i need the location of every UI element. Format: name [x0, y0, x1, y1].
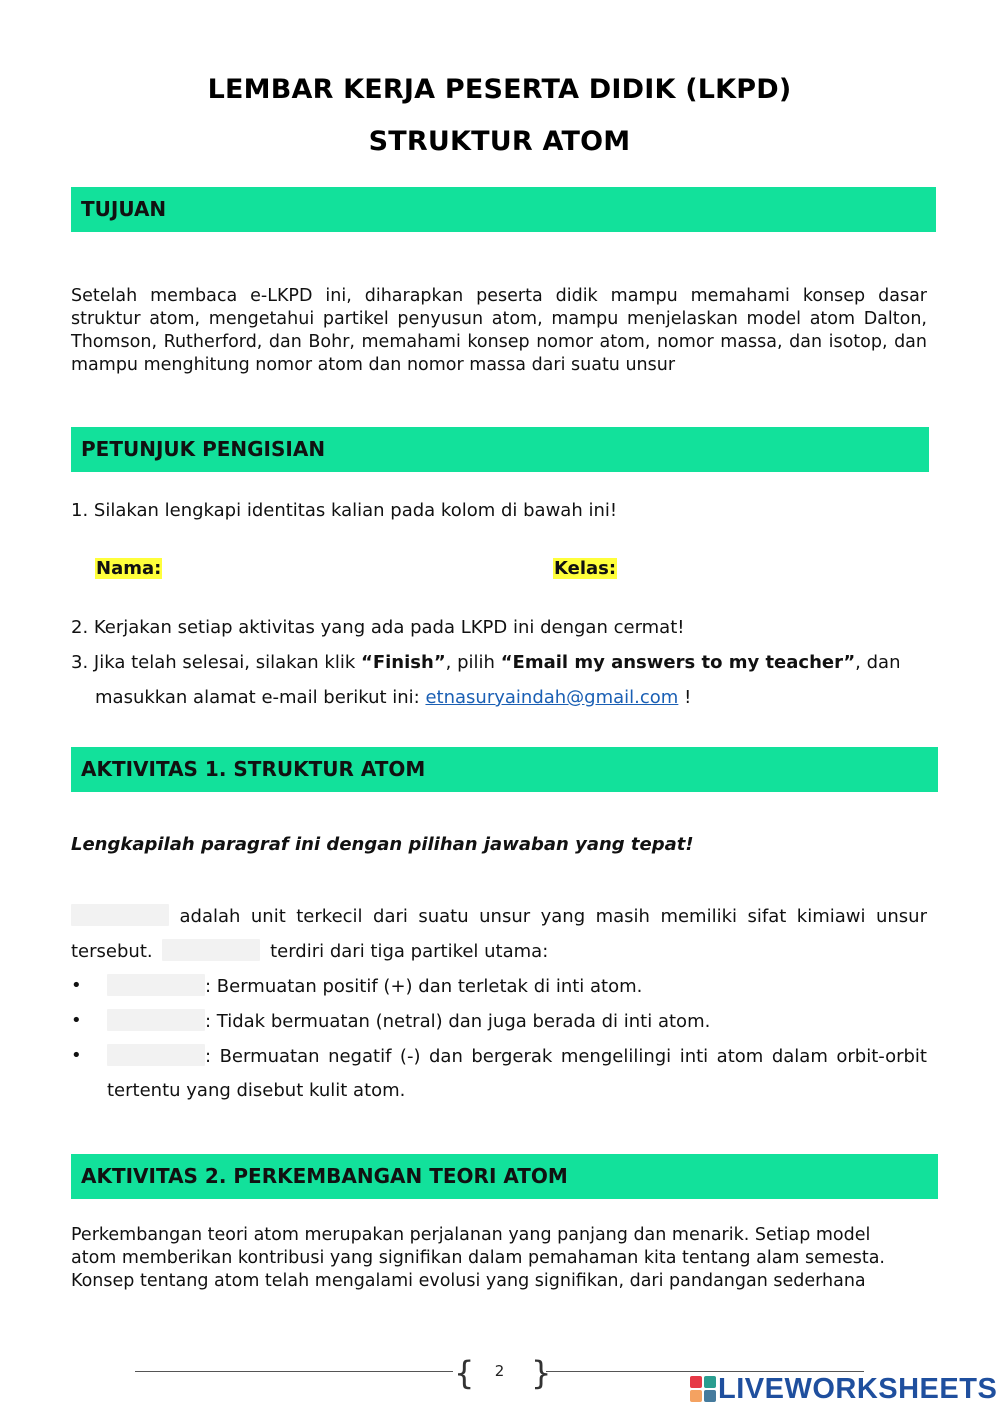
particle-item-neutron [107, 1009, 710, 1032]
bullet-dot: • [71, 1045, 82, 1066]
footer-bracket-left: { [454, 1354, 475, 1392]
bullet-dot: • [71, 1010, 82, 1031]
sentence2-text: terdiri dari tiga partikel utama: [270, 941, 549, 962]
tujuan-text: Setelah membaca e-LKPD ini, diharapkan peserta didik mampu memahami konsep dasar struktur atom, mengetahui partikel penyusun atom, mampu menjelaskan model atom Dalton, Thomson, Rutherford, dan Bohr, memahami konsep nomor atom, nomor massa, dan isotop, dan mampu menghitung nomor atom dan nomor massa dari suatu unsur [71, 286, 927, 375]
particle-item-proton [107, 974, 642, 997]
liveworksheets-logo-icon [690, 1376, 716, 1402]
answer-blank-1[interactable] [71, 904, 169, 926]
particle-item-electron [107, 1044, 927, 1067]
section-header-aktivitas-2 [71, 1154, 938, 1199]
logo-square [704, 1376, 716, 1388]
page-number: 2 [494, 1362, 505, 1380]
section-header-tujuan [71, 187, 936, 232]
paragraph-line-1 [71, 904, 927, 927]
instruction-step-1: 1. Silakan lengkapi identitas kalian pada kolom di bawah ini! [71, 500, 618, 521]
footer-bracket-right: } [531, 1354, 552, 1392]
logo-square [704, 1390, 716, 1402]
aktivitas2-text: Perkembangan teori atom merupakan perjalanan yang panjang dan menarik. Setiap model atom memberikan kontribusi yang signifikan dalam pemahaman kita tentang alam semesta. Konsep tentang atom telah mengalami evolusi yang signifikan, dari pandangan sederhana [71, 1225, 885, 1291]
answer-blank-3[interactable] [107, 974, 205, 996]
instruction-step-2: 2. Kerjakan setiap aktivitas yang ada pada LKPD ini dengan cermat! [71, 617, 685, 638]
section-heading: AKTIVITAS 2. PERKEMBANGAN TEORI ATOM [81, 1164, 568, 1188]
bullet-dot: • [71, 975, 82, 996]
nama-label-text: Nama: [96, 558, 162, 579]
answer-blank-5[interactable] [107, 1044, 205, 1066]
email-answers-label: Email my answers to my teacher [512, 652, 844, 673]
quote-close: ” [433, 652, 446, 673]
section-heading: AKTIVITAS 1. STRUKTUR ATOM [81, 757, 426, 781]
paragraph-line-2 [71, 939, 548, 962]
sentence2-start: tersebut. [71, 941, 153, 962]
page-title: LEMBAR KERJA PESERTA DIDIK (LKPD) [207, 74, 792, 105]
quote-close: ” [843, 652, 856, 673]
liveworksheets-brand[interactable] [690, 1374, 997, 1404]
quote-open: “ [361, 652, 373, 673]
section-header-petunjuk [71, 427, 929, 472]
logo-square [690, 1390, 702, 1402]
quote-open: “ [500, 652, 513, 673]
step3-end: ! [678, 687, 692, 708]
kelas-label-text: Kelas: [554, 558, 617, 579]
step3-suffix: , dan [855, 652, 901, 673]
page-subtitle: STRUKTUR ATOM [368, 126, 631, 157]
logo-square [690, 1376, 702, 1388]
instruction-step-3-cont [95, 687, 691, 708]
nama-label [95, 558, 162, 579]
particle-description: : Tidak bermuatan (netral) dan juga berada di inti atom. [205, 1011, 711, 1032]
instruction-step-3 [71, 652, 900, 673]
answer-blank-2[interactable] [162, 939, 260, 961]
step3-line2: masukkan alamat e-mail berikut ini: [95, 687, 426, 708]
section-header-aktivitas-1 [71, 747, 938, 792]
kelas-label [553, 558, 617, 579]
section-heading: PETUNJUK PENGISIAN [81, 437, 326, 461]
step3-prefix: 3. Jika telah selesai, silakan klik [71, 652, 361, 673]
brand-name: LIVEWORKSHEETS [718, 1372, 998, 1405]
activity-instruction: Lengkapilah paragraf ini dengan pilihan jawaban yang tepat! [71, 834, 694, 855]
finish-label: Finish [372, 652, 434, 673]
sentence1-text: adalah unit terkecil dari suatu unsur yang masih memiliki sifat kimiawi unsur [179, 906, 927, 927]
step3-mid: , pilih [445, 652, 501, 673]
particle-item-electron-cont: tertentu yang disebut kulit atom. [107, 1080, 406, 1101]
answer-blank-4[interactable] [107, 1009, 205, 1031]
particle-description: : Bermuatan positif (+) dan terletak di inti atom. [205, 976, 643, 997]
section-heading: TUJUAN [81, 197, 167, 221]
teacher-email-link[interactable]: etnasuryaindah@gmail.com [425, 687, 679, 708]
particle-description: : Bermuatan negatif (-) dan bergerak mengelilingi inti atom dalam orbit-orbit [205, 1046, 927, 1067]
